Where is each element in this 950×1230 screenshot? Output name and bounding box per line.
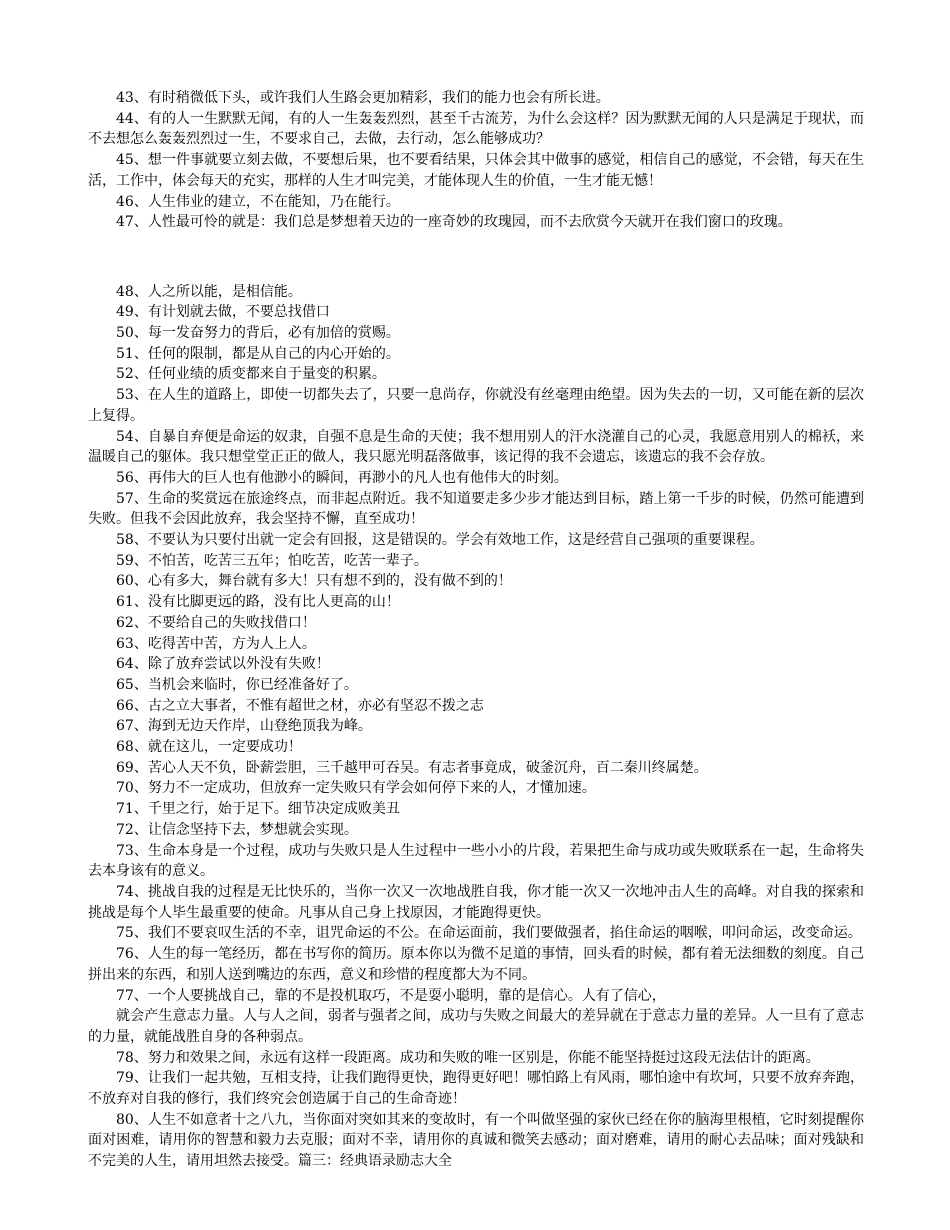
quote-paragraph: 64、除了放弃尝试以外没有失败！ [116,656,330,673]
quote-paragraph: 50、每一发奋努力的背后，必有加倍的赏赐。 [116,325,400,342]
quote-paragraph: 58、不要认为只要付出就一定会有回报，这是错误的。学会有效地工作，这是经营自己强项的重要课程。 [116,532,764,549]
quote-paragraph: 78、努力和效果之间，永远有这样一段距离。成功和失败的唯一区别是，你能不能坚持挺过这段无法估计的距离。 [116,1049,820,1066]
quote-paragraph: 51、任何的限制，都是从自己的内心开始的。 [116,345,400,362]
quote-paragraph: 66、古之立大事者，不惟有超世之材，亦必有坚忍不拨之志 [116,697,484,714]
quote-paragraph: 45、想一件事就要立刻去做，不要想后果，也不要看结果，只体会其中做事的感觉，相信自己的感觉，不会错，每天在生活，工作中，体会每天的充实，那样的人生才叫完美，才能体现人生的价值，一生才能无憾！ [88,152,864,189]
blank-line [88,247,864,268]
quote-paragraph: 74、挑战自我的过程是无比快乐的，当你一次又一次地战胜自我，你才能一次又一次地冲击人生的高峰。对自我的探索和挑战是每个人毕生最重要的使命。凡事从自己身上找原因，才能跑得更快。 [88,884,864,921]
quote-paragraph: 71、千里之行，始于足下。细节决定成败美丑 [116,801,400,818]
quote-paragraph: 63、吃得苦中苦，方为人上人。 [116,635,316,652]
quote-paragraph: 49、有计划就去做，不要总找借口 [116,304,330,321]
quote-paragraph: 56、再伟大的巨人也有他渺小的瞬间，再渺小的凡人也有他伟大的时刻。 [116,469,568,486]
quote-paragraph: 73、生命本身是一个过程，成功与失败只是人生过程中一些小小的片段，若果把生命与成功或失败联系在一起，生命将失去本身该有的意义。 [88,842,864,880]
quote-paragraph: 就会产生意志力量。人与人之间，弱者与强者之间，成功与失败之间最大的差异就在于意志力量的差异。人一旦有了意志的力量，就能战胜自身的各种弱点。 [88,1008,864,1045]
quote-paragraph: 79、让我们一起共勉，互相支持，让我们跑得更快，跑得更好吧！哪怕路上有风雨，哪怕途中有坎坷，只要不放弃奔跑，不放弃对自我的修行，我们终究会创造属于自己的生命奇迹！ [88,1070,864,1108]
quote-paragraph: 75、我们不要哀叹生活的不幸，诅咒命运的不公。在命运面前，我们要做强者，掐住命运的咽喉，叩问命运，改变命运。 [116,925,862,942]
quote-paragraph: 65、当机会来临时，你已经准备好了。 [116,676,358,693]
quote-paragraph: 69、苦心人天不负，卧薪尝胆，三千越甲可吞吴。有志者事竟成，破釜沉舟，百二秦川终属楚。 [116,759,708,776]
quote-paragraph: 44、有的人一生默默无闻，有的人一生轰轰烈烈，甚至千古流芳，为什么会这样？因为默默无闻的人只是满足于现状，而不去想怎么轰轰烈烈过一生，不要求自己，去做，去行动，怎么能够成功？ [88,110,864,148]
quote-paragraph: 60、心有多大，舞台就有多大！只有想不到的，没有做不到的！ [116,573,512,590]
quote-paragraph: 77、一个人要挑战自己，靠的不是投机取巧，不是耍小聪明，靠的是信心。人有了信心， [116,987,666,1004]
quote-paragraph: 47、人性最可怜的就是：我们总是梦想着天边的一座奇妙的玫瑰园，而不去欣赏今天就开在我们窗口的玫瑰。 [116,214,792,231]
quote-paragraph: 46、人生伟业的建立，不在能知，乃在能行。 [116,193,400,210]
quote-paragraph: 80、人生不如意者十之八九，当你面对突如其来的变故时，有一个叫做坚强的家伙已经在你的脑海里根植，它时刻提醒你面对困难，请用你的智慧和毅力去克服；面对不幸，请用你的真诚和微笑去感动；面对磨难，请用的耐心去品味；面对残缺和不完美的人生，请用坦然去接受。篇三：经典语录励志大全 [88,1111,864,1170]
quote-paragraph: 48、人之所以能，是相信能。 [116,283,302,300]
document-body [88,88,864,1172]
quote-paragraph: 53、在人生的道路上，即使一切都失去了，只要一息尚存，你就没有丝毫理由绝望。因为失去的一切，又可能在新的层次上复得。 [88,387,864,424]
quote-paragraph: 68、就在这儿，一定要成功！ [116,739,302,756]
quote-paragraph: 52、任何业绩的质变都来自于量变的积累。 [116,366,386,383]
quote-paragraph: 54、自暴自弃便是命运的奴隶，自强不息是生命的天使；我不想用别人的汗水浇灌自己的心灵，我愿意用别人的棉袄，来温暖自己的躯体。我只想堂堂正正的做人，我只愿光明磊落做事，该记得的我不会遗忘，该遗忘的我不会存放。 [88,428,864,466]
quote-paragraph: 59、不怕苦，吃苦三五年；怕吃苦，吃苦一辈子。 [116,552,428,569]
quote-paragraph: 61、没有比脚更远的路，没有比人更高的山！ [116,594,400,611]
quote-paragraph: 76、人生的每一笔经历，都在书写你的简历。原本你以为微不足道的事情，回头看的时候，都有着无法细数的刻度。自己拼出来的东西，和别人送到嘴边的东西，意义和珍惜的程度都大为不同。 [88,946,864,983]
quote-paragraph: 62、不要给自己的失败找借口！ [116,614,316,631]
quote-paragraph: 57、生命的奖赏远在旅途终点，而非起点附近。我不知道要走多少步才能达到目标，踏上第一千步的时候，仍然可能遭到失败。但我不会因此放弃，我会坚持不懈，直至成功！ [88,490,864,528]
quote-paragraph: 43、有时稍微低下头，或许我们人生路会更加精彩，我们的能力也会有所长进。 [116,90,610,106]
quote-paragraph: 67、海到无边天作岸，山登绝顶我为峰。 [116,718,372,735]
quote-paragraph: 70、努力不一定成功，但放弃一定失败只有学会如何停下来的人，才懂加速。 [116,780,596,797]
quote-paragraph: 72、让信念坚持下去，梦想就会实现。 [116,821,358,838]
